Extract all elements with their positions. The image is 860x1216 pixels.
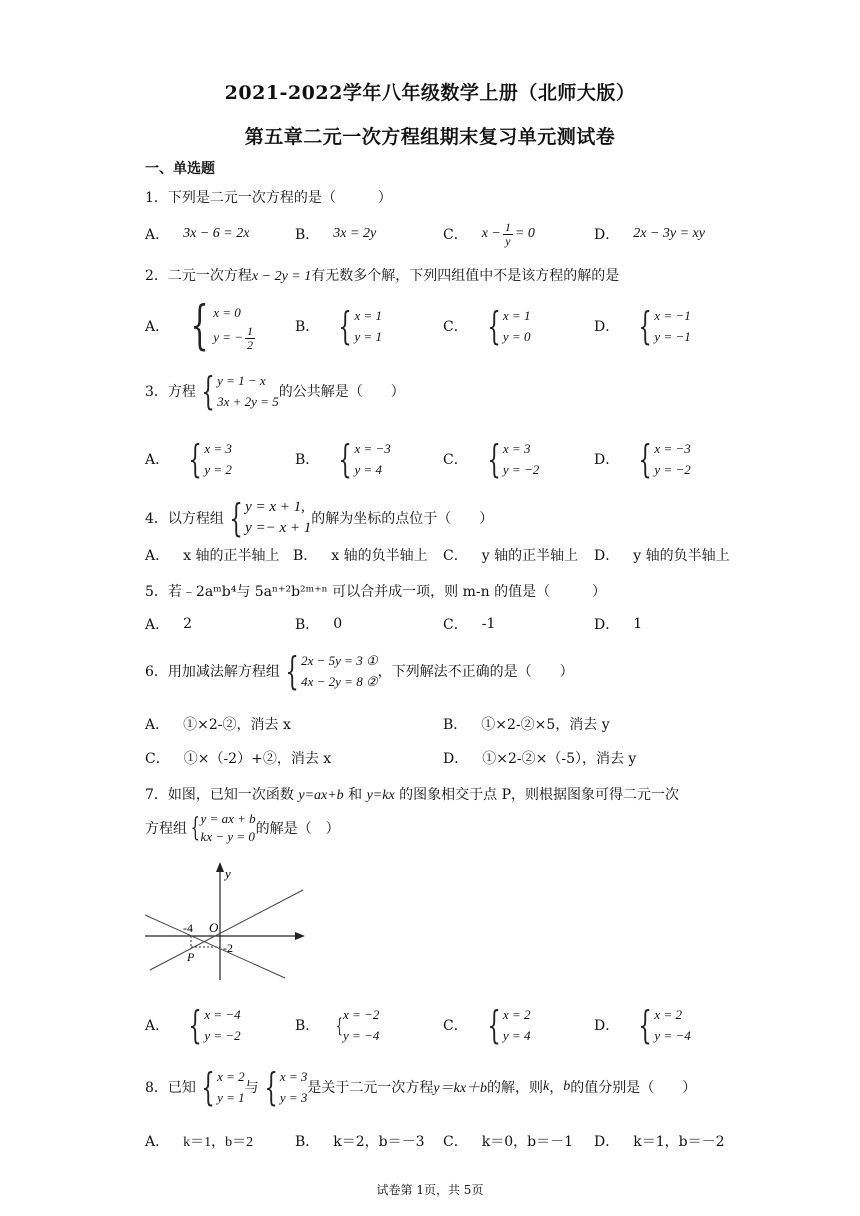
equation-system <box>280 650 378 692</box>
equation-line: 4x − 2y = 8 ② <box>301 674 378 689</box>
brace-icon: { <box>201 369 215 413</box>
question-1-options <box>145 217 725 251</box>
equation-line: 2x − 5y = 3 ① <box>301 653 378 668</box>
option-b[interactable] <box>295 1002 379 1048</box>
equation-line: 3x + 2y = 5 <box>217 394 279 409</box>
equation-line: x = 2 <box>217 1069 245 1084</box>
option-expr: x − <box>481 226 501 241</box>
option-label: B． <box>295 227 320 243</box>
equation-line: y = x + 1, <box>245 499 305 515</box>
question-4-stem <box>145 497 493 539</box>
option-text: 2 <box>183 616 193 632</box>
option-label: A． <box>145 1134 170 1150</box>
option-label: C． <box>443 617 468 633</box>
option-d[interactable] <box>594 538 730 572</box>
question-2-stem <box>145 265 619 285</box>
option-a[interactable] <box>145 1002 241 1048</box>
option-c[interactable] <box>443 607 495 641</box>
option-label: A． <box>145 227 170 243</box>
equation-line: x = 0 <box>213 304 241 320</box>
stem-expr: y=ax+b <box>298 788 344 803</box>
brace-icon: { <box>638 1003 652 1047</box>
brace-icon: { <box>638 304 652 348</box>
stem-text: 2．二元一次方程 <box>145 268 252 284</box>
equation-line: x = 3 <box>502 441 531 456</box>
equation-system <box>224 497 311 539</box>
option-d[interactable] <box>594 436 691 482</box>
option-a[interactable] <box>145 436 232 482</box>
stem-text: 与 <box>244 1080 259 1096</box>
numerator: 1 <box>504 219 511 234</box>
option-c[interactable] <box>443 538 578 572</box>
stem-expr: k <box>543 1079 550 1094</box>
equation-line: x = −3 <box>654 441 691 456</box>
option-expr: 3x = 2y <box>333 226 377 241</box>
question-3-options <box>145 436 725 482</box>
stem-text: 有无数多个解，下列四组值中不是该方程的解的是 <box>311 268 620 284</box>
option-text: -1 <box>481 616 496 632</box>
question-8-options <box>145 1124 725 1158</box>
stem-text: 的图象相交于点 P，则根据图象可得二元一次 <box>394 787 680 803</box>
option-label: B． <box>293 548 318 564</box>
option-d[interactable] <box>594 1002 691 1048</box>
stem-expr: y=kx <box>366 788 395 803</box>
question-6-options-row1 <box>145 707 725 741</box>
option-b[interactable] <box>295 296 382 356</box>
option-label: A． <box>145 319 170 335</box>
option-d[interactable] <box>594 607 642 641</box>
equation-system <box>183 1004 241 1046</box>
question-8-stem <box>145 1066 696 1108</box>
option-label: A． <box>145 717 170 733</box>
option-label: D． <box>594 452 620 468</box>
option-text: y 轴的正半轴上 <box>481 548 579 564</box>
option-b[interactable] <box>295 607 342 641</box>
equation-line: y = 1 <box>217 1090 245 1105</box>
option-label: A． <box>145 617 170 633</box>
equation-system <box>183 296 257 356</box>
numerator: 1 <box>247 323 254 338</box>
option-expr: = 0 <box>514 226 535 241</box>
tick-label-y: -2 <box>223 941 233 955</box>
option-label: D． <box>594 548 620 564</box>
option-label: A． <box>145 548 170 564</box>
option-text: 1 <box>633 616 643 632</box>
stem-text: 和 <box>343 787 367 803</box>
question-7-stem-line1 <box>145 784 679 804</box>
option-label: B． <box>295 319 320 335</box>
option-b[interactable] <box>295 436 391 482</box>
brace-icon: { <box>638 437 652 481</box>
equation-line: x = 3 <box>279 1069 308 1084</box>
stem-text: 方程组 <box>145 821 187 837</box>
option-text: 0 <box>333 616 343 632</box>
stem-text: ， <box>549 1080 564 1096</box>
option-d[interactable] <box>443 741 636 775</box>
equation-line: y = −2 <box>654 462 691 477</box>
stem-text: 的解，则 <box>487 1080 544 1096</box>
option-c[interactable] <box>145 741 331 775</box>
stem-text: 的解是（ ） <box>255 821 340 837</box>
equation-line: x = 2 <box>654 1007 682 1022</box>
option-label: B． <box>443 717 468 733</box>
equation-line: y = 0 <box>502 329 531 344</box>
option-d[interactable] <box>594 1124 725 1158</box>
option-a[interactable] <box>145 707 291 741</box>
option-label: A． <box>145 1018 170 1034</box>
option-c[interactable] <box>443 296 530 356</box>
equation-system <box>633 305 691 347</box>
equation-system <box>196 370 279 412</box>
brace-icon: { <box>190 296 209 356</box>
option-label: D． <box>594 319 620 335</box>
option-label: C． <box>443 319 468 335</box>
question-1-stem: 1．下列是二元一次方程的是（ ） <box>145 190 392 206</box>
origin-label: O <box>209 920 219 935</box>
page-title: 2021-2022学年八年级数学上册（北师大版） <box>224 82 636 104</box>
option-text: ①×（-2）+②，消去 x <box>183 751 332 767</box>
fraction <box>245 325 255 352</box>
option-d[interactable] <box>594 217 705 251</box>
stem-expr: b <box>563 1079 571 1094</box>
equation-system <box>482 305 531 347</box>
equation-line: kx − y = 0 <box>200 829 255 844</box>
option-text: ①×2-②×（-5），消去 y <box>482 751 637 767</box>
equation-system <box>333 1004 379 1046</box>
stem-text: 3．方程 <box>145 384 196 400</box>
equation-line: y = −2 <box>204 1028 241 1043</box>
question-7-options <box>145 1002 725 1048</box>
question-5-stem: 5．若﹣2aᵐb⁴与 5aⁿ⁺²b²ᵐ⁺ⁿ 可以合并成一项，则 m-n 的值是（ ） <box>145 584 607 600</box>
question-6-stem <box>145 650 574 692</box>
equation-system <box>183 438 232 480</box>
brace-icon: { <box>338 304 353 348</box>
equation-line: x = 2 <box>502 1007 531 1022</box>
fraction <box>503 221 513 248</box>
stem-expr: x − 2y = 1 <box>251 269 312 284</box>
section-heading: 一、单选题 <box>145 161 215 177</box>
option-label: C． <box>443 548 468 564</box>
option-expr: 3x − 6 = 2x <box>183 226 250 241</box>
option-label: D． <box>594 1018 620 1034</box>
option-text: x 轴的负半轴上 <box>331 548 428 564</box>
option-c[interactable] <box>443 436 539 482</box>
equation-system <box>482 1004 531 1046</box>
option-text: k＝1，b＝－2 <box>633 1134 725 1150</box>
stem-text: 8．已知 <box>145 1080 196 1096</box>
option-expr: 2x − 3y = xy <box>633 226 705 241</box>
option-label: A． <box>145 452 170 468</box>
question-2-options <box>145 296 725 356</box>
stem-expr: y＝kx＋b <box>433 1081 488 1096</box>
equation-system <box>333 305 382 347</box>
option-a[interactable] <box>145 607 192 641</box>
option-label: B． <box>295 1018 320 1034</box>
equation-line: x = −4 <box>204 1007 241 1022</box>
option-label: C． <box>443 1018 468 1034</box>
option-text: k＝2，b＝－3 <box>333 1134 425 1150</box>
question-7-stem-line2 <box>145 810 340 846</box>
option-label: D． <box>594 227 620 243</box>
option-label: D． <box>594 1134 620 1150</box>
option-b[interactable] <box>295 1124 425 1158</box>
page-footer: 试卷第 1页，共 5页 <box>376 1183 484 1197</box>
stem-text: 6．用加减法解方程组 <box>145 664 280 680</box>
equation-system <box>333 438 391 480</box>
equation-line: y = 4 <box>502 1028 531 1043</box>
equation-line: y = ax + b <box>200 811 256 826</box>
stem-text: 4．以方程组 <box>145 511 224 527</box>
equation-line: y = 1 − x <box>217 373 266 388</box>
option-label: B． <box>295 617 320 633</box>
option-d[interactable] <box>594 296 691 356</box>
equation-line: y = 1 <box>354 329 383 344</box>
brace-icon: { <box>188 1003 202 1047</box>
brace-icon: { <box>229 496 243 540</box>
line-y-kx <box>150 890 303 970</box>
equation-line: y = −4 <box>654 1028 691 1043</box>
option-label: C． <box>443 227 468 243</box>
function-graph <box>145 860 310 985</box>
option-text: k＝0，b＝－1 <box>481 1134 573 1150</box>
equation-line: y = 3 <box>279 1090 308 1105</box>
equation-line: y =− x + 1 <box>245 520 312 536</box>
x-axis-arrow-icon <box>295 932 305 940</box>
option-c[interactable] <box>443 1124 573 1158</box>
option-text: ①×2-②×5，消去 y <box>481 717 610 733</box>
brace-icon: { <box>190 813 200 843</box>
y-axis-arrow-icon <box>216 862 224 872</box>
option-text: y 轴的负半轴上 <box>633 548 730 564</box>
stem-text: ，下列解法不正确的是（ ） <box>377 664 574 680</box>
equation-line: y = −1 <box>654 329 691 344</box>
option-label: C． <box>443 1134 468 1150</box>
brace-icon: { <box>201 1065 215 1109</box>
tick-label-x: -4 <box>183 921 193 935</box>
option-label: C． <box>145 751 170 767</box>
option-label: D． <box>443 751 469 767</box>
stem-text: 7．如图，已知一次函数 <box>145 787 299 803</box>
brace-icon: { <box>336 1013 344 1037</box>
equation-system <box>633 438 691 480</box>
option-label: B． <box>295 452 320 468</box>
brace-icon: { <box>188 437 202 481</box>
question-3-stem <box>145 370 405 412</box>
option-a[interactable] <box>145 538 279 572</box>
option-c[interactable] <box>443 1002 530 1048</box>
denominator: 2 <box>247 337 254 352</box>
option-b[interactable] <box>295 217 376 251</box>
stem-text: 的解为坐标的点位于（ ） <box>311 511 494 527</box>
option-text: x 轴的正半轴上 <box>183 548 280 564</box>
option-text: ①×2-②，消去 x <box>183 717 291 733</box>
option-c[interactable] <box>443 217 535 251</box>
point-label: P <box>187 950 195 964</box>
brace-icon: { <box>285 649 299 693</box>
equation-line: x = −2 <box>343 1007 380 1022</box>
equation-line: x = 1 <box>354 308 383 323</box>
page-subtitle: 第五章二元一次方程组期末复习单元测试卷 <box>244 126 616 148</box>
equation-line: x = 1 <box>502 308 531 323</box>
equation-line: x = −3 <box>354 441 391 456</box>
stem-text: 的公共解是（ ） <box>278 384 405 400</box>
option-label: D． <box>594 617 620 633</box>
option-a[interactable] <box>145 296 257 356</box>
equation-system <box>259 1066 308 1108</box>
option-a[interactable] <box>145 1124 253 1158</box>
brace-icon: { <box>487 1003 501 1047</box>
question-6-options-row2 <box>145 741 725 775</box>
brace-icon: { <box>487 304 501 348</box>
equation-system <box>196 1066 245 1108</box>
equation-line: x = 3 <box>204 441 232 456</box>
equation-line: y = −4 <box>343 1028 380 1043</box>
option-b[interactable] <box>443 707 610 741</box>
equation-system <box>482 438 540 480</box>
question-5-options <box>145 607 725 641</box>
equation-line: y = 4 <box>354 462 383 477</box>
denominator: y <box>505 233 511 248</box>
stem-text: 的值分别是（ ） <box>570 1080 697 1096</box>
option-label: B． <box>295 1134 320 1150</box>
equation-line: y = − <box>213 328 244 344</box>
option-a[interactable] <box>145 217 249 251</box>
equation-line: y = −2 <box>502 462 540 477</box>
brace-icon: { <box>338 437 353 481</box>
stem-text: 是关于二元一次方程 <box>307 1080 434 1096</box>
option-label: C． <box>443 452 468 468</box>
equation-system <box>187 810 256 846</box>
y-axis-label: y <box>225 866 231 881</box>
equation-line: x = −1 <box>654 308 691 323</box>
equation-line: y = 2 <box>204 462 232 477</box>
brace-icon: { <box>264 1065 278 1109</box>
question-4-options <box>145 538 730 572</box>
brace-icon: { <box>487 437 501 481</box>
option-b[interactable] <box>293 538 428 572</box>
option-text: k＝1，b＝2 <box>183 1135 254 1150</box>
equation-system <box>633 1004 691 1046</box>
